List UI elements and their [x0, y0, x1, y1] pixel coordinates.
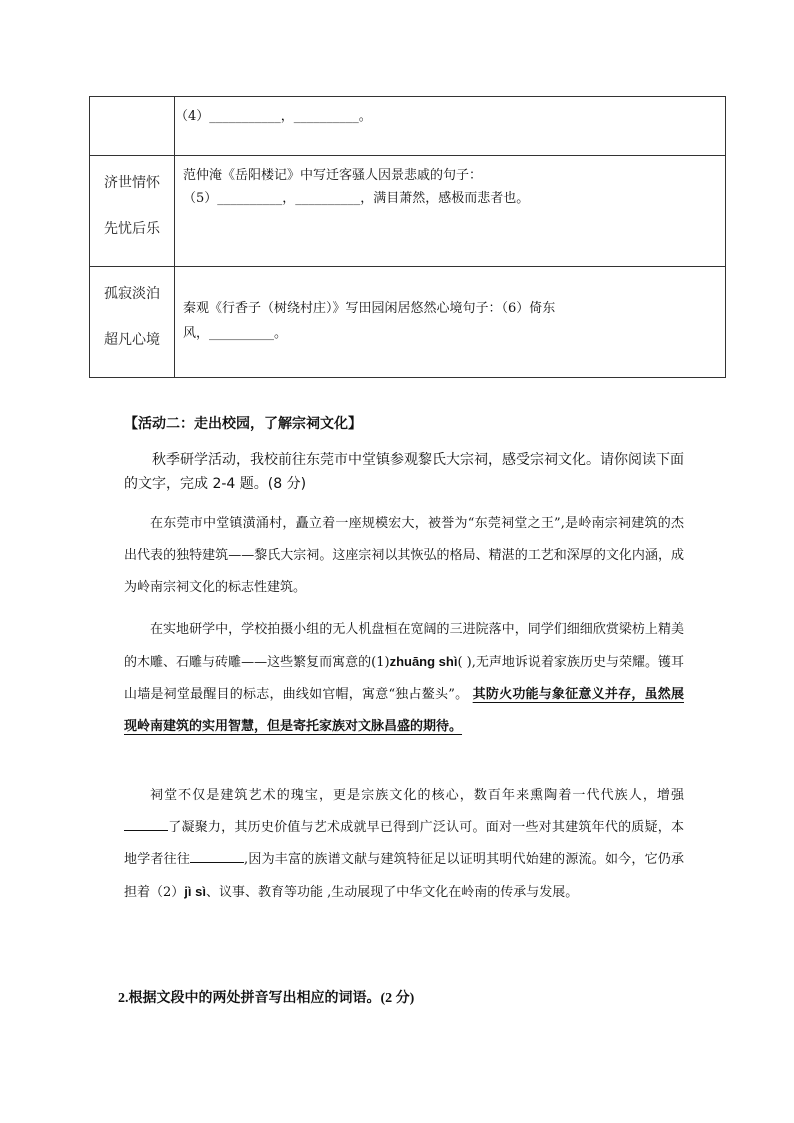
table-row	[90, 156, 726, 267]
table-row	[90, 267, 726, 378]
revise-sentence: 其防火功能与象征意义并存，虽然展现岭南建筑的实用智慧，但是寄托家族对文脉昌盛的期待。	[124, 687, 684, 734]
pinyin-2: jì sì	[184, 884, 206, 899]
content-line: 风，__________。	[183, 326, 288, 341]
activity-heading: 【活动二：走出校园，了解宗祠文化】	[124, 416, 362, 432]
passage-text: 了凝聚力，其历史价值与艺术成就早已得到广泛认可。面对一些对其建筑年代的质疑，本地学者往往	[124, 820, 684, 867]
passage-paragraph-1: 在东莞市中堂镇潢涌村，矗立着一座规模宏大，被誉为“东莞祠堂之王”,是岭南宗祠建筑的杰出代表的独特建筑——黎氏大宗祠。这座宗祠以其恢弘的格局、精湛的工艺和深厚的文化内涵，成为岭南宗祠文化的标志性建筑。	[124, 516, 684, 595]
passage-text: ( ),无声地诉说着家族历史与荣耀。镬耳山墙是祠堂最醒目的标志，曲线如官帽，寓意“独占鳌头”。	[124, 655, 685, 702]
label-line: 孤寂淡泊	[104, 286, 160, 302]
content-line: 范仲淹《岳阳楼记》中写迁客骚人因景悲戚的句子：	[183, 168, 483, 183]
label-line: 超凡心境	[104, 332, 160, 348]
label-line: 济世情怀	[104, 175, 160, 191]
question-2: 2.根据文段中的两处拼音写出相应的词语。(2 分)	[118, 991, 415, 1006]
passage-text: ,因为丰富的族谱文献与建筑特征足以证明其明代始建的源流。如今，它仍承担着（2）	[124, 852, 684, 900]
passage-paragraph-3	[124, 780, 684, 909]
passage-text: 在实地研学中，学校拍摄小组的无人机盘桓在宽阔的三进院落中，同学们细细欣赏梁枋上精美的木雕、石雕与砖雕——这些繁复而寓意的(1)	[124, 622, 684, 670]
content-line: 秦观《行香子（树绕村庄）》写田园闲居悠然心境句子：（6）倚东	[183, 301, 556, 316]
fill-blank-2	[190, 849, 244, 863]
row-content	[175, 267, 726, 378]
pinyin-1: zhuāng shì	[389, 654, 458, 669]
row-content	[175, 156, 726, 267]
label-line: 先忧后乐	[104, 221, 160, 237]
table-row	[90, 97, 726, 156]
passage-text: 、议事、教育等功能 ,生动展现了中华文化在岭南的传承与发展。	[205, 885, 579, 900]
row-label	[90, 156, 175, 267]
intro-paragraph: 秋季研学活动，我校前往东莞市中堂镇参观黎氏大宗祠，感受宗祠文化。请你阅读下面的文字，完成 2-4 题。(8 分)	[124, 452, 684, 492]
row-label	[90, 97, 175, 156]
content-line: （4）___________，__________。	[175, 109, 372, 124]
passage-paragraph-2	[124, 614, 684, 743]
fill-blank-1	[124, 817, 168, 831]
passage-text: 祠堂不仅是建筑艺术的瑰宝，更是宗族文化的核心，数百年来熏陶着一代代族人，增强	[150, 788, 684, 803]
poetry-table	[89, 96, 726, 378]
content-line: （5）__________，__________，满目萧然，感极而悲者也。	[183, 191, 530, 206]
row-content	[175, 97, 726, 156]
row-label	[90, 267, 175, 378]
